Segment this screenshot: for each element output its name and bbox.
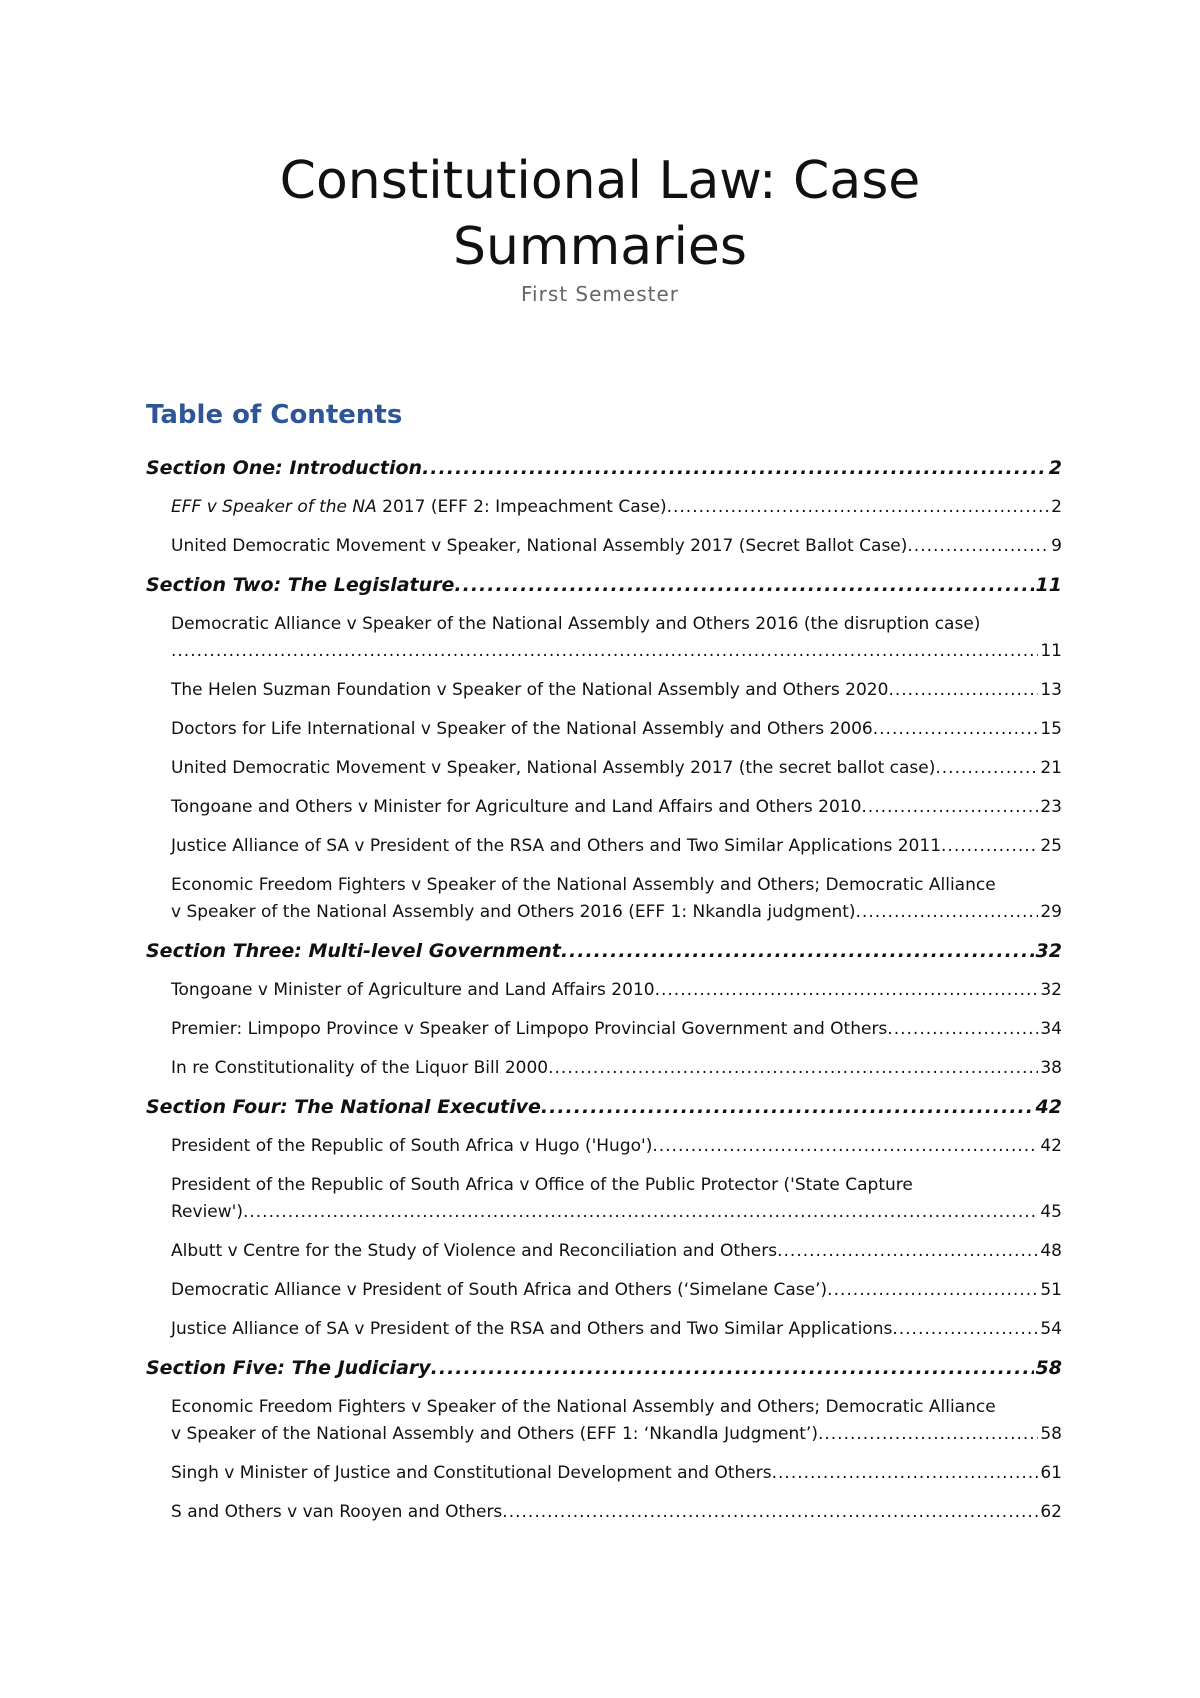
toc-entry-link[interactable] (146, 794, 1062, 821)
toc-entry-label: Justice Alliance of SA v President of the RSA and Others and Two Similar Applications 2011 (171, 836, 942, 856)
toc-entry-label-line1: Economic Freedom Fighters v Speaker of the National Assembly and Others; Democratic Alliance (171, 875, 996, 895)
toc-leader-dots (861, 794, 1038, 821)
toc-page-number: 48 (1040, 1241, 1062, 1261)
toc-section-label: Section One: Introduction (146, 457, 423, 479)
toc-entry-link[interactable] (146, 833, 1062, 860)
toc-leader-dots (502, 1499, 1038, 1526)
toc-entry-label: President of the Republic of South Africa v Hugo ('Hugo') (171, 1136, 653, 1156)
toc-entry-label: Review') (171, 1202, 243, 1222)
toc-page-number: 2 (1048, 457, 1062, 479)
toc-entry-label-rest: 2017 (EFF 2: Impeachment Case) (376, 497, 667, 517)
toc-entry-label: Tongoane and Others v Minister for Agriculture and Land Affairs and Others 2010 (171, 797, 862, 817)
toc-leader-dots (777, 1238, 1038, 1265)
toc-page-number: 13 (1040, 680, 1062, 700)
toc-page-number: 9 (1051, 536, 1062, 556)
toc-entry-link[interactable] (146, 872, 1062, 926)
toc-leader-dots (907, 533, 1049, 560)
toc-page-number: 25 (1040, 836, 1062, 856)
toc-leader-dots (667, 494, 1050, 521)
toc-page-number: 32 (1035, 940, 1062, 962)
toc-page-number: 58 (1035, 1357, 1062, 1379)
toc-entry-label-line1: President of the Republic of South Africa v Office of the Public Protector ('State Capture (171, 1175, 913, 1195)
toc-page-number: 11 (1040, 641, 1062, 661)
toc-section-label: Section Five: The Judiciary (146, 1357, 431, 1379)
toc-entry-link[interactable] (146, 494, 1062, 521)
toc-page-number: 11 (1035, 574, 1062, 596)
toc-entry-label: The Helen Suzman Foundation v Speaker of the National Assembly and Others 2020 (171, 680, 889, 700)
toc-leader-dots (827, 1277, 1038, 1304)
toc-entry-line2 (171, 1199, 1062, 1226)
toc-page-number: 58 (1040, 1424, 1062, 1444)
toc-entry-link[interactable] (146, 1394, 1062, 1448)
toc-leader-dots (652, 1133, 1038, 1160)
toc-page-number: 45 (1040, 1202, 1062, 1222)
toc-section-label: Section Four: The National Executive (146, 1096, 541, 1118)
toc-entry-link[interactable] (146, 1016, 1062, 1043)
toc-leader-dots (935, 755, 1038, 782)
toc-page-number: 15 (1040, 719, 1062, 739)
toc-entry-link[interactable] (146, 677, 1062, 704)
toc-entry-link[interactable] (146, 1238, 1062, 1265)
toc-entry-label: Premier: Limpopo Province v Speaker of Limpopo Provincial Government and Others (171, 1019, 888, 1039)
toc-entry-label: Singh v Minister of Justice and Constitutional Development and Others (171, 1463, 772, 1483)
toc-entry-link[interactable] (146, 1277, 1062, 1304)
toc-leader-dots (171, 638, 1038, 665)
toc-leader-dots (892, 1316, 1038, 1343)
toc-section-link[interactable] (146, 572, 1062, 599)
toc-leader-dots (856, 899, 1039, 926)
toc-entry-label (171, 494, 667, 521)
toc-heading: Table of Contents (146, 400, 403, 430)
toc-page-number: 62 (1040, 1502, 1062, 1522)
toc-section-link[interactable] (146, 938, 1062, 965)
toc-page-number: 32 (1040, 980, 1062, 1000)
toc-entry-label: Albutt v Centre for the Study of Violence and Reconciliation and Others (171, 1241, 778, 1261)
toc-entry-line2 (171, 1421, 1062, 1448)
toc-entry-label-line1: Economic Freedom Fighters v Speaker of the National Assembly and Others; Democratic Alliance (171, 1397, 996, 1417)
toc-section-link[interactable] (146, 1355, 1062, 1382)
toc-entry-label: In re Constitutionality of the Liquor Bill 2000 (171, 1058, 549, 1078)
toc-entry-label: Tongoane v Minister of Agriculture and Land Affairs 2010 (171, 980, 655, 1000)
toc-page-number: 34 (1040, 1019, 1062, 1039)
toc-page-number: 38 (1040, 1058, 1062, 1078)
toc-leader-dots (548, 1055, 1038, 1082)
toc-leader-dots (888, 677, 1038, 704)
document-title: Constitutional Law: Case Summaries (279, 151, 921, 277)
toc-entry-link[interactable] (146, 1133, 1062, 1160)
toc-entry-label: v Speaker of the National Assembly and Others (EFF 1: ‘Nkandla Judgment’) (171, 1424, 818, 1444)
toc-entry-label-line1: Democratic Alliance v Speaker of the National Assembly and Others 2016 (the disruption case) (171, 614, 981, 634)
toc-page-number: 2 (1051, 497, 1062, 517)
toc-leader-dots (454, 572, 1033, 599)
toc-leader-dots (887, 1016, 1038, 1043)
toc-page-number: 51 (1040, 1280, 1062, 1300)
toc-entry-link[interactable] (146, 716, 1062, 743)
toc-page-number: 54 (1040, 1319, 1062, 1339)
toc-entry-label: v Speaker of the National Assembly and Others 2016 (EFF 1: Nkandla judgment) (171, 902, 856, 922)
toc-section-label: Section Two: The Legislature (146, 574, 455, 596)
toc-entry-link[interactable] (146, 1460, 1062, 1487)
toc-entry-label: Doctors for Life International v Speaker of the National Assembly and Others 2006 (171, 719, 873, 739)
toc-section-link[interactable] (146, 1094, 1062, 1121)
toc-entry-link[interactable] (146, 1316, 1062, 1343)
toc-entry-line2 (171, 638, 1062, 665)
toc-entry-link[interactable] (146, 1055, 1062, 1082)
toc-leader-dots (873, 716, 1039, 743)
toc-entry-link[interactable] (146, 1172, 1062, 1226)
toc-page-number: 23 (1040, 797, 1062, 817)
toc-leader-dots (541, 1094, 1034, 1121)
toc-leader-dots (772, 1460, 1039, 1487)
table-of-contents (146, 455, 1062, 1538)
document-subtitle: First Semester (520, 282, 680, 306)
toc-entry-label: Democratic Alliance v President of South Africa and Others (‘Simelane Case’) (171, 1280, 828, 1300)
toc-section-link[interactable] (146, 455, 1062, 482)
toc-leader-dots (818, 1421, 1038, 1448)
toc-entry-label: S and Others v van Rooyen and Others (171, 1502, 503, 1522)
toc-page-number: 42 (1035, 1096, 1062, 1118)
toc-page-number: 21 (1040, 758, 1062, 778)
toc-entry-link[interactable] (146, 755, 1062, 782)
toc-leader-dots (941, 833, 1038, 860)
toc-section-label: Section Three: Multi-level Government (146, 940, 561, 962)
toc-entry-link[interactable] (146, 611, 1062, 665)
toc-entry-label-italic: EFF v Speaker of the NA (171, 497, 377, 517)
toc-entry-label: United Democratic Movement v Speaker, National Assembly 2017 (Secret Ballot Case) (171, 536, 908, 556)
toc-leader-dots (422, 455, 1047, 482)
toc-leader-dots (561, 938, 1034, 965)
toc-leader-dots (655, 977, 1039, 1004)
toc-leader-dots (431, 1355, 1034, 1382)
toc-entry-link[interactable] (146, 1499, 1062, 1526)
toc-entry-link[interactable] (146, 977, 1062, 1004)
toc-entry-line2 (171, 899, 1062, 926)
toc-page-number: 42 (1040, 1136, 1062, 1156)
toc-page-number: 29 (1040, 902, 1062, 922)
toc-entry-label: Justice Alliance of SA v President of the RSA and Others and Two Similar Applications (171, 1319, 893, 1339)
toc-entry-link[interactable] (146, 533, 1062, 560)
toc-page-number: 61 (1040, 1463, 1062, 1483)
toc-entry-label: United Democratic Movement v Speaker, National Assembly 2017 (the secret ballot case) (171, 758, 936, 778)
toc-leader-dots (243, 1199, 1038, 1226)
